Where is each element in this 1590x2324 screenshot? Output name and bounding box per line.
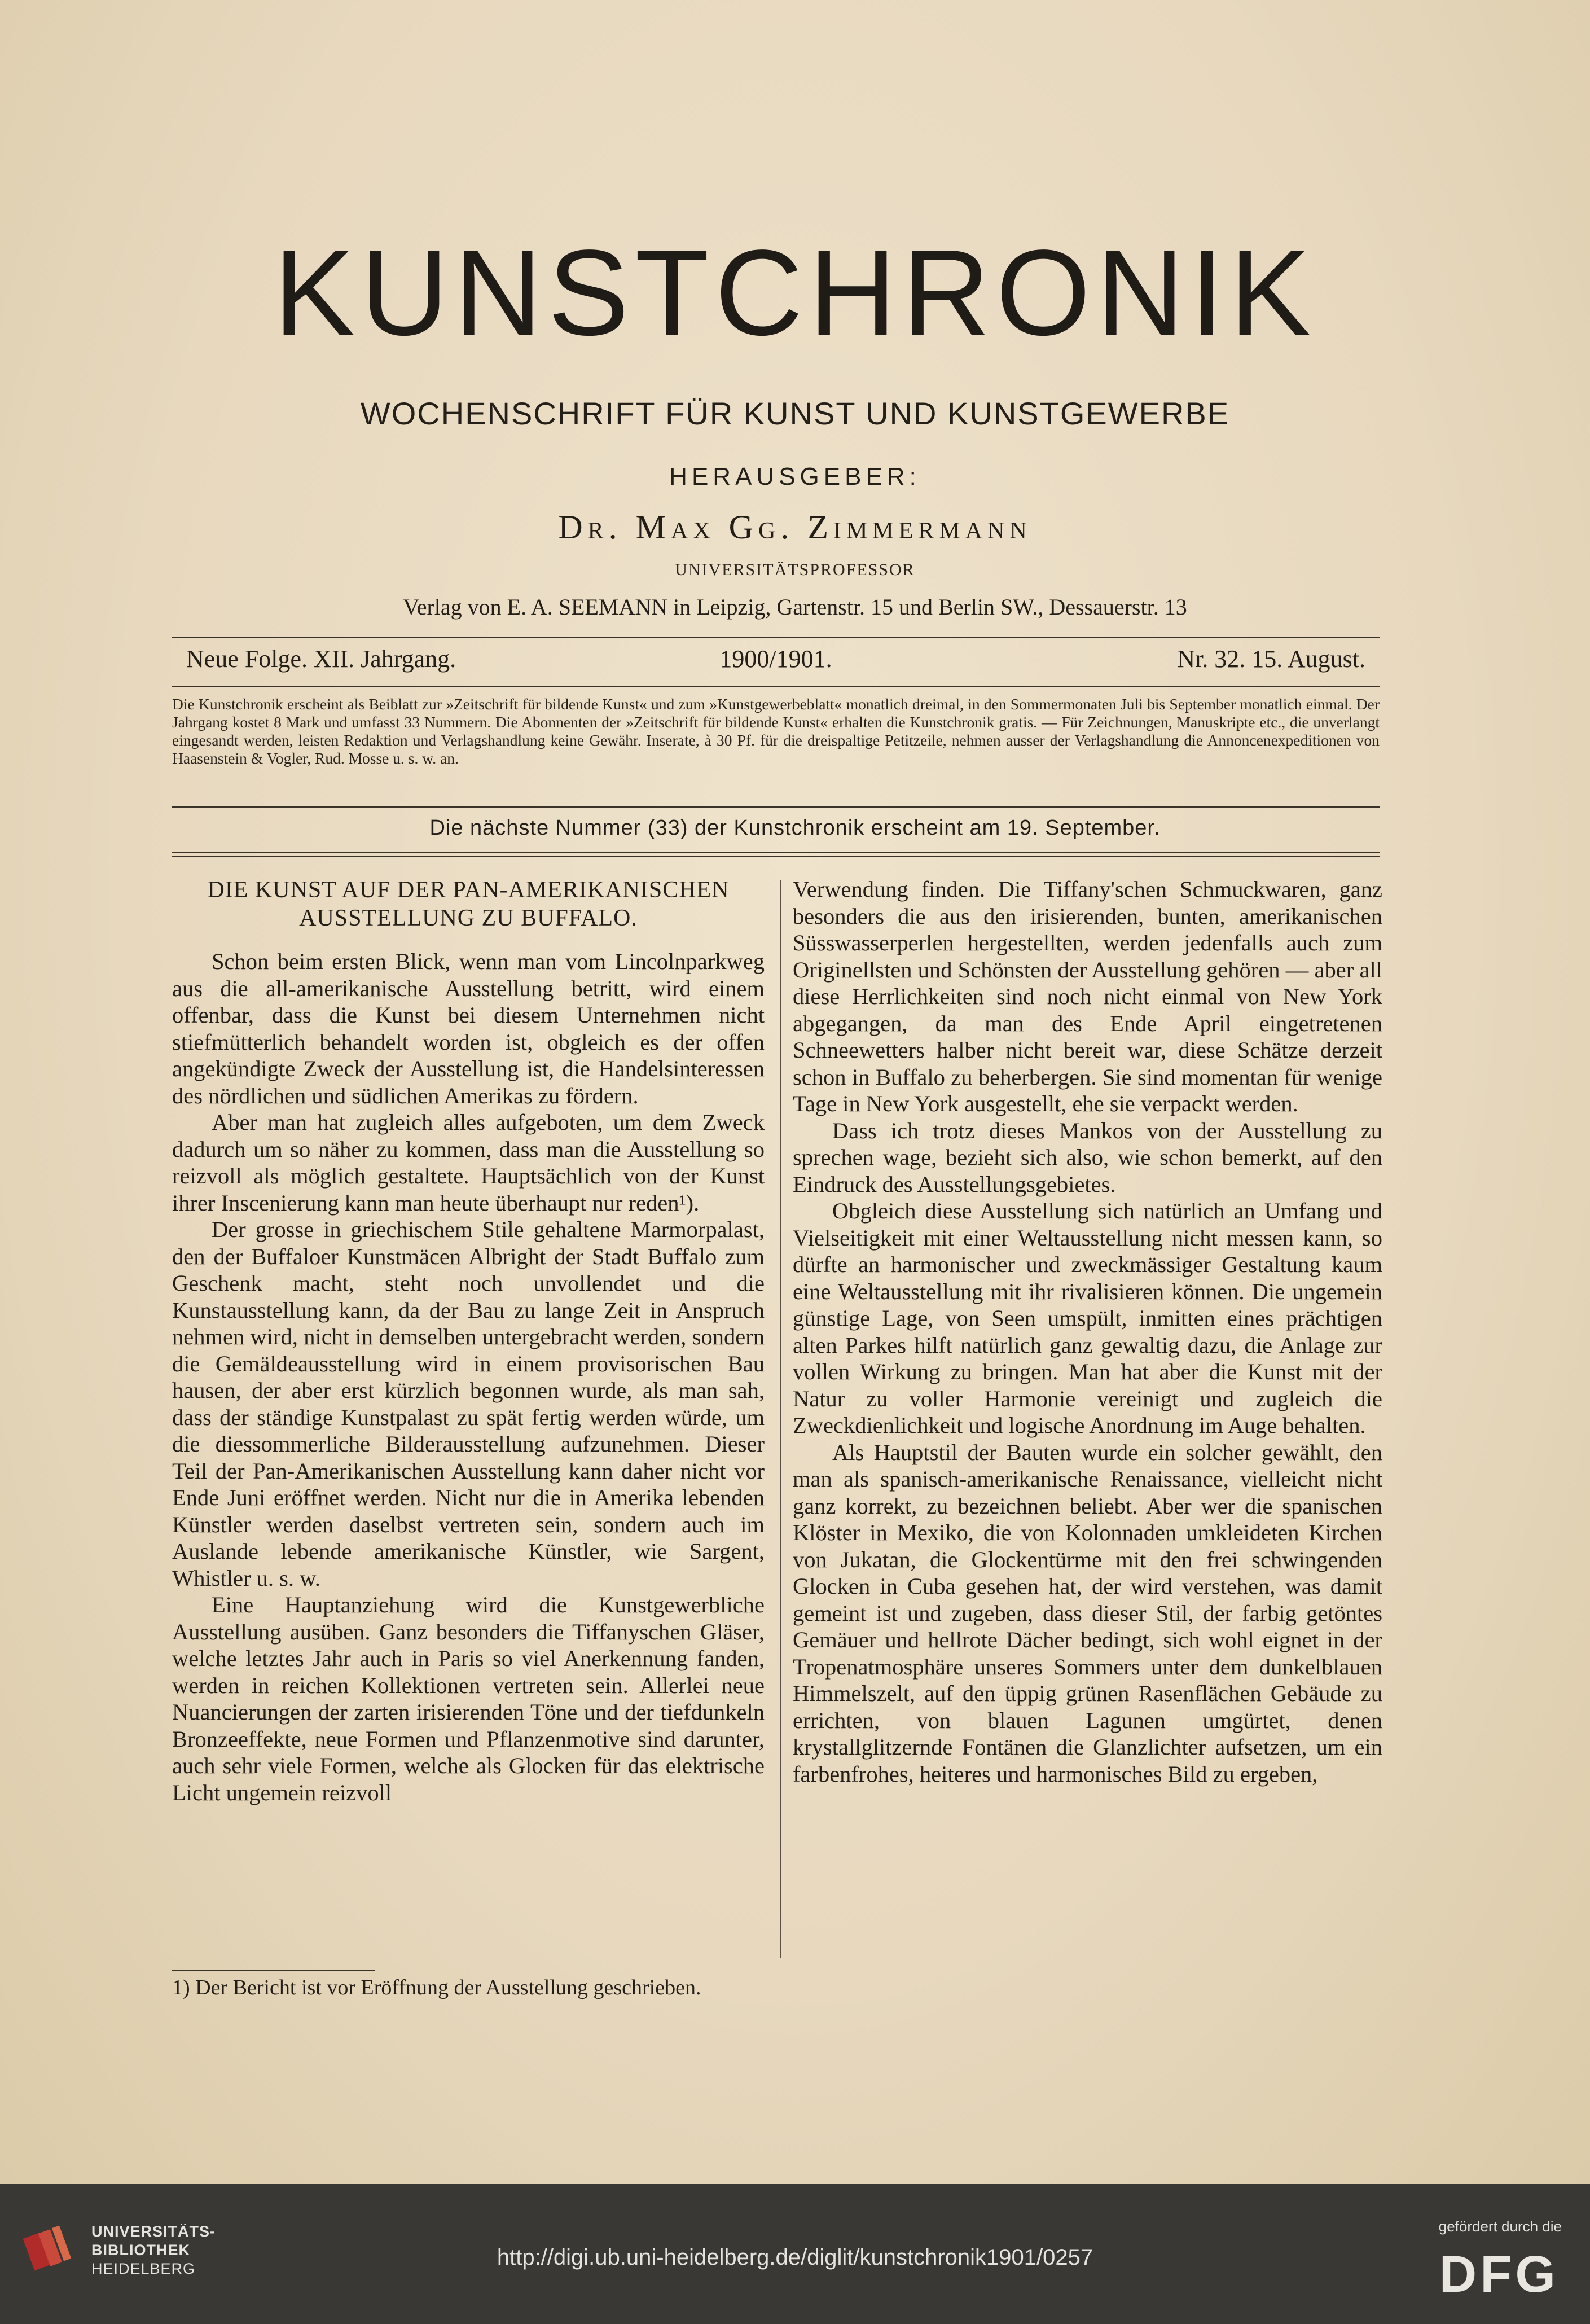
dfg-logo: DFG xyxy=(1439,2246,1559,2303)
paragraph: Als Hauptstil der Bauten wurde ein solcher gewählt, den man als spanisch-amerikanische Renaissance, vielleicht nicht ganz korrekt, zu bezeichnen beliebt. Aber wer die spanischen Klöster in Mexiko, die von Kolonnaden umkleideten Kirchen von Jukatan, die Glockentürme mit den frei schwingenden Glocken in Cuba gesehen hat, der wird verstehen, was damit gemeint ist und zugeben, dass dieser Stil, der farbig getöntes Gemäuer und hellrote Dächer bedingt, sich wohl eignet in der Tropenatmosphäre unseres Sommers unter dem dunkelblauen Himmelszelt, auf den üppig grünen Rasenflächen Gebäude zu errichten, von blauen Lagunen umgürtet, denen krystallglitzernde Fontänen die Glanzlichter aufsetzen, um ein farbenfrohes, heiteres und harmonisches Bild zu ergeben, xyxy=(793,1439,1382,1787)
publisher-line: Verlag von E. A. SEEMANN in Leipzig, Gartenstr. 15 und Berlin SW., Dessauerstr. 13 xyxy=(403,594,1187,620)
column-divider xyxy=(780,880,781,1958)
issue-years: 1900/1901. xyxy=(719,645,832,673)
sponsor-label: gefördert durch die xyxy=(1438,2218,1562,2235)
article-left-column xyxy=(172,876,765,1806)
article-right-column xyxy=(793,876,1382,1787)
footnote: 1) Der Bericht ist vor Eröffnung der Ausstellung geschrieben. xyxy=(172,1976,701,1999)
paragraph: Dass ich trotz dieses Mankos von der Ausstellung zu sprechen wage, bezieht sich also, wie schon bemerkt, auf den Eindruck des Ausstellungsgebietes. xyxy=(793,1117,1382,1197)
next-issue-notice: Die nächste Nummer (33) der Kunstchronik erscheint am 19. September. xyxy=(429,816,1161,840)
paragraph: Der grosse in griechischem Stile gehaltene Marmorpalast, den der Buffaloer Kunstmäcen Albright der Stadt Buffalo zum Geschenk macht, steht noch unvollendet und die Kunstausstellung kann, da der Bau zu lange Zeit in Anspruch nehmen wird, nicht in demselben untergebracht werden, sondern die Gemäldeausstellung wird in einem provisorischen Bau hausen, der aber erst kürzlich begonnen wurde, als man sah, dass der ständige Kunstpalast zu spät fertig werden würde, um die diessommerliche Bilderausstellung aufzunehmen. Dieser Teil der Pan-Amerikanischen Ausstellung kann daher nicht vor Ende Juni eröffnet werden. Nicht nur die in Amerika lebenden Künstler werden daselbst vertreten sein, sondern auch im Auslande lebende amerikanische Künstler, wie Sargent, Whistler u. s. w. xyxy=(172,1217,765,1591)
article-title-line1: DIE KUNST AUF DER PAN-AMERIKANISCHEN xyxy=(207,877,730,903)
uni-line: UNIVERSITÄTS- xyxy=(91,2223,216,2240)
footnote-rule xyxy=(172,1970,375,1971)
uni-line: BIBLIOTHEK xyxy=(91,2242,190,2259)
paragraph: Obgleich diese Ausstellung sich natürlich an Umfang und Vielseitigkeit mit einer Weltausstellung nicht messen kann, so dürfte an harmonischer und zweckmässiger Gestaltung kaum eine Weltausstellung mit ihr rivalisieren können. Die ungemein günstige Lage, von Seen umspült, inmitten eines prächtigen alten Parkes hilft natürlich ganz gewaltig dazu, die Anlage zur vollen Wirkung zu bringen. Man hat aber die Kunst mit der Natur zu voller Harmonie vereinigt und zugleich die Zweckdienlichkeit und logische Anordnung im Auge behalten. xyxy=(793,1198,1382,1438)
paragraph: Schon beim ersten Blick, wenn man vom Lincolnparkweg aus die all-amerikanische Ausstellung betritt, wird einem offenbar, dass die Kunst bei diesem Unternehmen nicht stiefmütterlich behandelt worden ist, obgleich es der offen angekündigte Zweck der Ausstellung ist, die Handelsinteressen des nördlichen und südlichen Amerikas zu fördern. xyxy=(172,949,765,1108)
issue-series: Neue Folge. XII. Jahrgang. xyxy=(186,645,456,673)
paragraph: Verwendung finden. Die Tiffany'schen Schmuckwaren, ganz besonders die aus den irisierenden, bunten, amerikanischen Süsswasserperlen hergestellten, werden jedenfalls auch zum Originellsten und Schönsten der Ausstellung gehören — aber all diese Herrlichkeiten sind noch nicht einmal von New York abgegangen, da man des Ende April eingetretenen Schneewetters halber nicht bereit war, diese Schätze derzeit schon in Buffalo zu beherbergen. Sie sind momentan für wenige Tage in New York ausgestellt, ehe sie verpackt werden. xyxy=(793,876,1382,1116)
paragraph: Eine Hauptanziehung wird die Kunstgewerbliche Ausstellung ausüben. Ganz besonders die Tiffanyschen Gläser, welche letztes Jahr auch in Paris so viel Anerkennung fanden, werden in reichen Kollektionen vertreten sein. Allerlei neue Nuancierungen der zarten irisierenden Töne und der tiefdunkeln Bronzeeffekte, neue Formen und Pflanzenmotive sind darunter, auch sehr viele Formen, welche als Glocken für das elektrische Licht ungemein reizvoll xyxy=(172,1592,765,1805)
divider-rule xyxy=(172,856,1380,857)
issue-number: Nr. 32. 15. August. xyxy=(1177,645,1365,673)
subscription-notice: Die Kunstchronik erscheint als Beiblatt zur »Zeitschrift für bildende Kunst« und zum »Kunstgewerbeblatt« monatlich dreimal, in den Sommermonaten Juli bis September monatlich einmal. Der Jahrgang kostet 8 Mark und umfasst 33 Nummern. Die Abonnenten der »Zeitschrift für bildende Kunst« erhalten die Kunstchronik gratis. — Für Zeichnungen, Manuskripte etc., die unverlangt eingesandt werden, leisten Redaktion und Verlagshandlung keine Gewähr. Inserate, à 30 Pf. für die dreispaltige Petitzeile, nehmen ausser der Verlagshandlung die Annoncenexpeditionen von Haasenstein & Vogler, Rud. Mosse u. s. w. an. xyxy=(172,695,1380,767)
uni-line: HEIDELBERG xyxy=(91,2260,196,2277)
editor-title: UNIVERSITÄTSPROFESSOR xyxy=(675,560,915,579)
divider-rule xyxy=(172,637,1380,638)
editor-name: Dr. Max Gg. Zimmermann xyxy=(558,508,1032,546)
article-title-line2: AUSSTELLUNG ZU BUFFALO. xyxy=(299,905,638,931)
article-title xyxy=(172,876,765,932)
paragraph: Aber man hat zugleich alles aufgeboten, um dem Zweck dadurch um so näher zu kommen, dass man die Ausstellung so reizvoll als möglich gestaltete. Hauptsächlich von der Kunst ihrer Inscenierung kann man heute überhaupt nur reden¹). xyxy=(172,1110,765,1216)
divider-rule xyxy=(172,686,1380,687)
masthead-subtitle: WOCHENSCHRIFT FÜR KUNST UND KUNSTGEWERBE xyxy=(360,396,1230,431)
divider-rule xyxy=(172,852,1380,853)
herausgeber-label: HERAUSGEBER: xyxy=(669,463,921,490)
masthead-title: KUNSTCHRONIK xyxy=(273,224,1317,361)
source-url-link[interactable]: http://digi.ub.uni-heidelberg.de/diglit/kunstchronik1901/0257 xyxy=(497,2245,1093,2270)
divider-rule xyxy=(172,806,1380,808)
digitization-footer xyxy=(0,2184,1590,2324)
